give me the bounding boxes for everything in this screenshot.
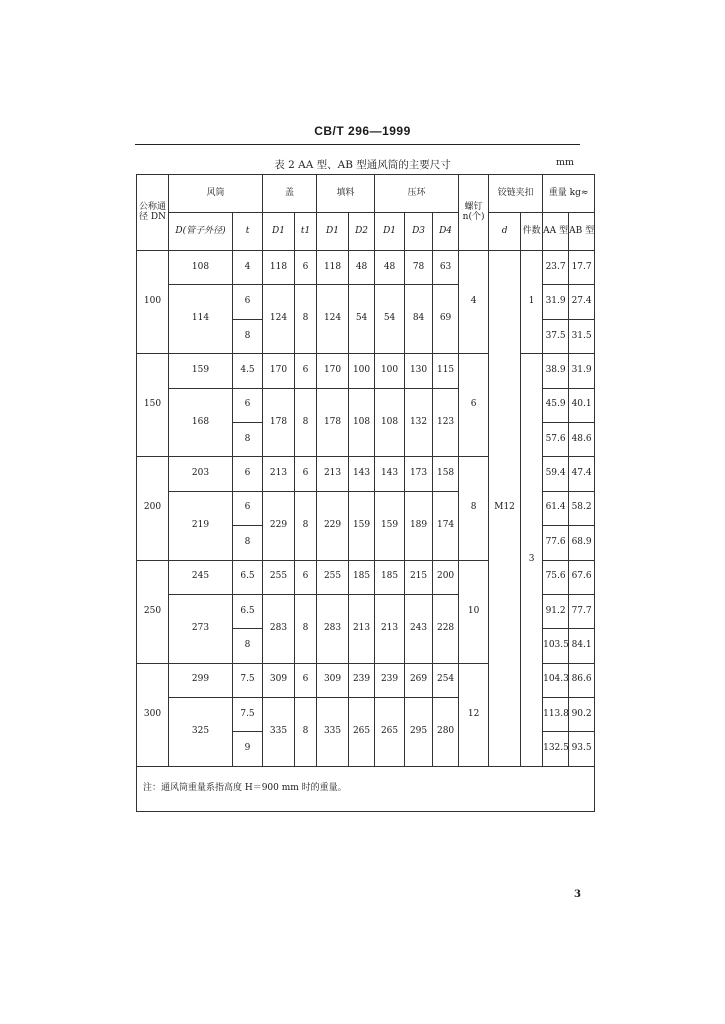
cell-weight-AB: 40.1 bbox=[569, 388, 595, 422]
cell-weight-AA: 23.7 bbox=[543, 251, 569, 285]
cell-R3: 243 bbox=[405, 594, 433, 663]
cell-t: 6 bbox=[233, 457, 263, 491]
cell-weight-AB: 84.1 bbox=[569, 629, 595, 663]
header-duct: 风筒 bbox=[169, 175, 263, 213]
cell-weight-AA: 38.9 bbox=[543, 354, 569, 388]
cell-t: 8 bbox=[233, 422, 263, 456]
table-body bbox=[137, 251, 595, 767]
subheader-D3: D3 bbox=[405, 213, 433, 251]
cell-t: 6 bbox=[233, 491, 263, 525]
subheader-t: t bbox=[233, 213, 263, 251]
cell-weight-AA: 103.5 bbox=[543, 629, 569, 663]
cell-R3: 173 bbox=[405, 457, 433, 491]
cell-weight-AA: 132.5 bbox=[543, 732, 569, 766]
header-dn: 公称通径 DN bbox=[137, 175, 169, 251]
cell-P1: 124 bbox=[317, 285, 349, 354]
cell-R4: 254 bbox=[433, 663, 459, 697]
cell-P2: 239 bbox=[349, 663, 375, 697]
subheader-AB: AB 型 bbox=[569, 213, 595, 251]
subheader-D2: D2 bbox=[349, 213, 375, 251]
cell-weight-AB: 31.5 bbox=[569, 319, 595, 353]
cell-P1: 170 bbox=[317, 354, 349, 388]
cell-R1: 265 bbox=[375, 698, 405, 767]
cell-dn: 250 bbox=[137, 560, 169, 663]
cell-weight-AA: 113.8 bbox=[543, 698, 569, 732]
cell-t: 6.5 bbox=[233, 594, 263, 628]
subheader-AA: AA 型 bbox=[543, 213, 569, 251]
cell-t: 8 bbox=[233, 319, 263, 353]
cell-D: 203 bbox=[169, 457, 233, 491]
cell-R4: 69 bbox=[433, 285, 459, 354]
cell-t1: 6 bbox=[295, 663, 317, 697]
subheader-packing-D1: D1 bbox=[317, 213, 349, 251]
cell-weight-AA: 37.5 bbox=[543, 319, 569, 353]
cell-D: 273 bbox=[169, 594, 233, 663]
cell-D: 325 bbox=[169, 698, 233, 767]
cell-R3: 78 bbox=[405, 251, 433, 285]
cell-t1: 6 bbox=[295, 560, 317, 594]
subheader-D: D(管子外径) bbox=[169, 213, 233, 251]
cell-t: 6 bbox=[233, 388, 263, 422]
cell-D: 219 bbox=[169, 491, 233, 560]
cell-D1: 170 bbox=[263, 354, 295, 388]
cell-R3: 132 bbox=[405, 388, 433, 457]
page-number: 3 bbox=[574, 889, 581, 900]
cell-R1: 185 bbox=[375, 560, 405, 594]
cell-R1: 239 bbox=[375, 663, 405, 697]
cell-R1: 159 bbox=[375, 491, 405, 560]
cell-D1: 335 bbox=[263, 698, 295, 767]
cell-t: 4.5 bbox=[233, 354, 263, 388]
header-bolt: 螺钉 n(个) bbox=[459, 175, 489, 251]
cell-D: 159 bbox=[169, 354, 233, 388]
cell-weight-AB: 90.2 bbox=[569, 698, 595, 732]
cell-D1: 213 bbox=[263, 457, 295, 491]
page-header: CB/T 296—1999 bbox=[314, 124, 411, 138]
cell-weight-AB: 67.6 bbox=[569, 560, 595, 594]
cell-D1: 309 bbox=[263, 663, 295, 697]
cell-P2: 159 bbox=[349, 491, 375, 560]
cell-R4: 123 bbox=[433, 388, 459, 457]
cell-P2: 100 bbox=[349, 354, 375, 388]
cell-bolt-n: 4 bbox=[459, 251, 489, 354]
cell-D1: 283 bbox=[263, 594, 295, 663]
cell-P2: 108 bbox=[349, 388, 375, 457]
cell-P2: 265 bbox=[349, 698, 375, 767]
cell-bolt-n: 10 bbox=[459, 560, 489, 663]
cell-weight-AA: 91.2 bbox=[543, 594, 569, 628]
cell-t1: 8 bbox=[295, 388, 317, 457]
cell-count: 1 bbox=[521, 251, 543, 354]
cell-R3: 130 bbox=[405, 354, 433, 388]
cell-R1: 100 bbox=[375, 354, 405, 388]
cell-D: 108 bbox=[169, 251, 233, 285]
cell-t: 6.5 bbox=[233, 560, 263, 594]
header-press-ring: 压环 bbox=[375, 175, 459, 213]
cell-R4: 174 bbox=[433, 491, 459, 560]
cell-D: 168 bbox=[169, 388, 233, 457]
cell-weight-AB: 77.7 bbox=[569, 594, 595, 628]
header-weight: 重量 kg≈ bbox=[543, 175, 595, 213]
cell-D: 114 bbox=[169, 285, 233, 354]
cell-R1: 48 bbox=[375, 251, 405, 285]
cell-R3: 215 bbox=[405, 560, 433, 594]
dimensions-table bbox=[136, 174, 595, 812]
cell-t1: 8 bbox=[295, 491, 317, 560]
cell-weight-AA: 77.6 bbox=[543, 526, 569, 560]
cell-P1: 335 bbox=[317, 698, 349, 767]
subheader-t1: t1 bbox=[295, 213, 317, 251]
cell-t: 8 bbox=[233, 526, 263, 560]
table-unit: mm bbox=[556, 157, 575, 168]
cell-t1: 8 bbox=[295, 285, 317, 354]
cell-R4: 280 bbox=[433, 698, 459, 767]
cell-weight-AA: 61.4 bbox=[543, 491, 569, 525]
cell-D: 299 bbox=[169, 663, 233, 697]
cell-D1: 229 bbox=[263, 491, 295, 560]
header-rule bbox=[135, 144, 580, 145]
cell-R4: 158 bbox=[433, 457, 459, 491]
cell-count: 3 bbox=[521, 354, 543, 767]
cell-D1: 124 bbox=[263, 285, 295, 354]
cell-d-value: M12 bbox=[489, 251, 521, 767]
cell-t1: 8 bbox=[295, 594, 317, 663]
subheader-ring-D1: D1 bbox=[375, 213, 405, 251]
cell-R4: 63 bbox=[433, 251, 459, 285]
cell-t: 7.5 bbox=[233, 663, 263, 697]
table-caption: 表 2 AA 型、AB 型通风筒的主要尺寸 bbox=[274, 159, 451, 171]
cell-t1: 6 bbox=[295, 457, 317, 491]
cell-t: 9 bbox=[233, 732, 263, 766]
cell-weight-AB: 93.5 bbox=[569, 732, 595, 766]
cell-P2: 185 bbox=[349, 560, 375, 594]
cell-P1: 178 bbox=[317, 388, 349, 457]
cell-R1: 108 bbox=[375, 388, 405, 457]
cell-weight-AA: 104.3 bbox=[543, 663, 569, 697]
subheader-D4: D4 bbox=[433, 213, 459, 251]
cell-R4: 115 bbox=[433, 354, 459, 388]
table-row bbox=[137, 354, 595, 388]
cell-t: 7.5 bbox=[233, 698, 263, 732]
cell-R1: 54 bbox=[375, 285, 405, 354]
cell-P2: 54 bbox=[349, 285, 375, 354]
cell-bolt-n: 8 bbox=[459, 457, 489, 560]
cell-P1: 118 bbox=[317, 251, 349, 285]
cell-P1: 255 bbox=[317, 560, 349, 594]
cell-R3: 84 bbox=[405, 285, 433, 354]
cell-weight-AB: 68.9 bbox=[569, 526, 595, 560]
cell-bolt-n: 12 bbox=[459, 663, 489, 766]
cell-P1: 309 bbox=[317, 663, 349, 697]
header-swing-bolt: 铰链夹扣 bbox=[489, 175, 543, 213]
cell-R4: 228 bbox=[433, 594, 459, 663]
cell-D1: 255 bbox=[263, 560, 295, 594]
cell-dn: 100 bbox=[137, 251, 169, 354]
cell-R4: 200 bbox=[433, 560, 459, 594]
header-packing: 填料 bbox=[317, 175, 375, 213]
cell-P1: 213 bbox=[317, 457, 349, 491]
cell-R1: 143 bbox=[375, 457, 405, 491]
cell-P2: 48 bbox=[349, 251, 375, 285]
cell-dn: 150 bbox=[137, 354, 169, 457]
cell-weight-AB: 31.9 bbox=[569, 354, 595, 388]
cell-bolt-n: 6 bbox=[459, 354, 489, 457]
cell-weight-AB: 17.7 bbox=[569, 251, 595, 285]
cell-weight-AB: 48.6 bbox=[569, 422, 595, 456]
cell-t: 8 bbox=[233, 629, 263, 663]
cell-weight-AA: 57.6 bbox=[543, 422, 569, 456]
cell-D: 245 bbox=[169, 560, 233, 594]
cell-t1: 8 bbox=[295, 698, 317, 767]
cell-R1: 213 bbox=[375, 594, 405, 663]
cell-R3: 189 bbox=[405, 491, 433, 560]
cell-P1: 229 bbox=[317, 491, 349, 560]
cell-dn: 300 bbox=[137, 663, 169, 766]
subheader-D1: D1 bbox=[263, 213, 295, 251]
cell-P2: 143 bbox=[349, 457, 375, 491]
cell-weight-AB: 47.4 bbox=[569, 457, 595, 491]
cell-weight-AA: 31.9 bbox=[543, 285, 569, 319]
table-row bbox=[137, 251, 595, 285]
cell-P1: 283 bbox=[317, 594, 349, 663]
cell-D1: 118 bbox=[263, 251, 295, 285]
cell-D1: 178 bbox=[263, 388, 295, 457]
cell-P2: 213 bbox=[349, 594, 375, 663]
cell-weight-AA: 59.4 bbox=[543, 457, 569, 491]
cell-t: 6 bbox=[233, 285, 263, 319]
cell-R3: 295 bbox=[405, 698, 433, 767]
cell-weight-AA: 45.9 bbox=[543, 388, 569, 422]
cell-dn: 200 bbox=[137, 457, 169, 560]
cell-weight-AB: 27.4 bbox=[569, 285, 595, 319]
cell-t: 4 bbox=[233, 251, 263, 285]
cell-t1: 6 bbox=[295, 251, 317, 285]
cell-R3: 269 bbox=[405, 663, 433, 697]
table-note: 注：通风筒重量系指高度 H＝900 mm 时的重量。 bbox=[137, 766, 595, 811]
cell-weight-AA: 75.6 bbox=[543, 560, 569, 594]
cell-t1: 6 bbox=[295, 354, 317, 388]
cell-weight-AB: 86.6 bbox=[569, 663, 595, 697]
cell-weight-AB: 58.2 bbox=[569, 491, 595, 525]
subheader-d: d bbox=[489, 213, 521, 251]
subheader-count: 件数 bbox=[521, 213, 543, 251]
header-cover: 盖 bbox=[263, 175, 317, 213]
